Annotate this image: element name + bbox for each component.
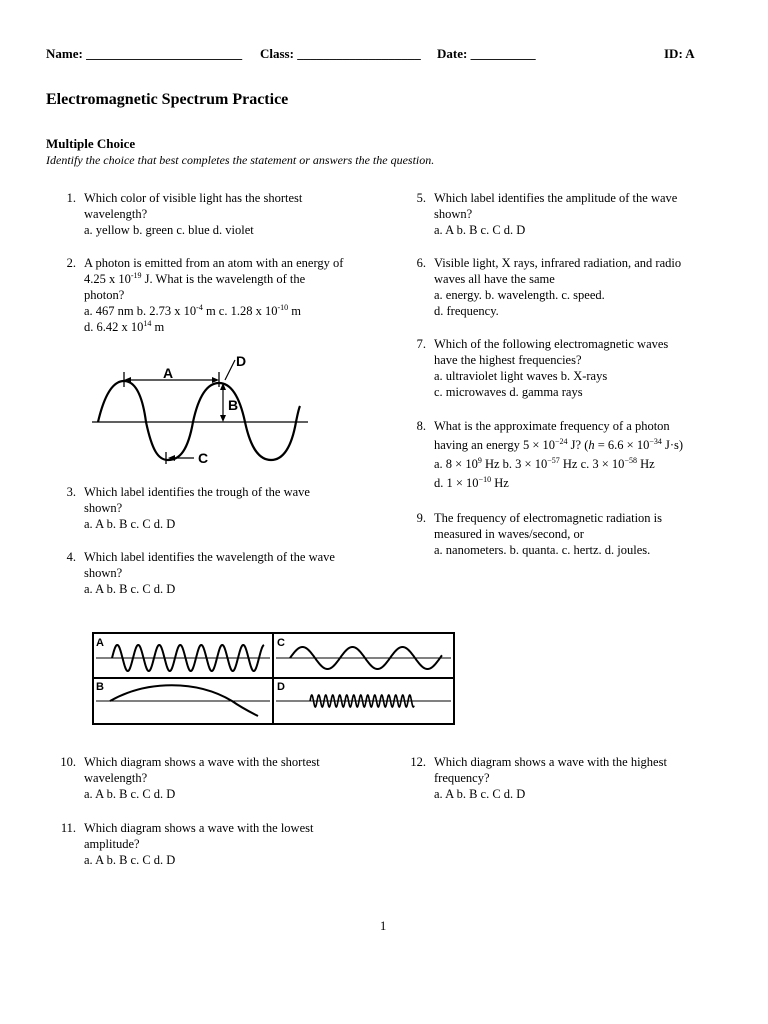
answer-choices: d. frequency. (434, 304, 499, 318)
label-d: D (236, 353, 247, 369)
question-text: Which label identifies the amplitude of the wave (434, 191, 678, 205)
question-text: Visible light, X rays, infrared radiation, and radio (434, 256, 682, 270)
id-label: ID: A (664, 46, 695, 61)
section-heading: Multiple Choice (46, 136, 136, 151)
question-number: 8. (416, 419, 426, 433)
question-number: 1. (66, 191, 76, 205)
question-text: shown? (84, 566, 123, 580)
question-number: 5. (416, 191, 426, 205)
question-text: amplitude? (84, 837, 140, 851)
panel-label-a: A (96, 637, 104, 649)
answer-choices: a. A b. B c. C d. D (84, 582, 176, 596)
wave-diagram (90, 352, 312, 470)
question-number: 7. (416, 337, 426, 351)
question-text: wavelength? (84, 207, 148, 221)
question-text: Which diagram shows a wave with the highest (434, 755, 667, 769)
question-text: Which color of visible light has the shortest (84, 191, 303, 205)
question-number: 9. (416, 511, 426, 525)
question-text: 4.25 x $10^{-19}$ J. What is the wavelength of the (84, 271, 306, 286)
answer-choices: a. A b. B c. C d. D (434, 787, 526, 801)
question-number: 10. (60, 755, 76, 769)
answer-choices: a. A b. B c. C d. D (84, 853, 176, 867)
question-text: Which diagram shows a wave with the shortest (84, 755, 320, 769)
answer-choices: a. A b. B c. C d. D (84, 517, 176, 531)
question-text: have the highest frequencies? (434, 353, 582, 367)
answer-choices: a. nanometers. b. quanta. c. hertz. d. joules. (434, 543, 651, 557)
question-text: What is the approximate frequency of a photon (434, 419, 670, 433)
section-instruction: Identify the choice that best completes the statement or answers the the question. (46, 153, 435, 167)
question-text: frequency? (434, 771, 490, 785)
question-text: The frequency of electromagnetic radiation is (434, 511, 663, 525)
answer-choices: a. ultraviolet light waves b. X-rays (434, 369, 608, 383)
question-text: wavelength? (84, 771, 148, 785)
question-text: photon? (84, 288, 125, 302)
wave-comparison-diagram (92, 632, 456, 726)
crest-pointer (225, 360, 235, 380)
label-a: A (163, 365, 174, 381)
answer-choices: d. 6.42 x $10^{14}$ m (84, 319, 165, 334)
class-field-label: Class: ___________________ (260, 46, 421, 61)
question-number: 2. (66, 256, 76, 270)
question-text: Which label identifies the wavelength of the wave (84, 550, 335, 564)
question-number: 6. (416, 256, 426, 270)
answer-choices: a. energy. b. wavelength. c. speed. (434, 288, 605, 302)
answer-choices: a. $8 \times 10^9$ Hz b. $3 \times 10^{-57}$ Hz c. $3 \times 10^{-58}$ Hz (434, 456, 655, 471)
question-text: Which of the following electromagnetic waves (434, 337, 669, 351)
question-text: Which diagram shows a wave with the lowest (84, 821, 314, 835)
answer-choices: c. microwaves d. gamma rays (434, 385, 583, 399)
label-b: B (228, 397, 239, 413)
answer-choices: d. $1 \times 10^{-10}$ Hz (434, 475, 509, 490)
question-text: having an energy $5 \times 10^{-24}$ J? ($h = 6.6 \times 10^{-34}$ J·s) (434, 437, 684, 452)
panel-label-b: B (96, 681, 104, 693)
question-text: waves all have the same (434, 272, 555, 286)
question-text: A photon is emitted from an atom with an energy of (84, 256, 344, 270)
question-number: 12. (410, 755, 426, 769)
question-text: measured in waves/second, or (434, 527, 584, 541)
question-number: 3. (66, 485, 76, 499)
question-text: shown? (434, 207, 473, 221)
answer-choices: a. 467 nm b. 2.73 x $10^{-4}$ m c. 1.28 x $10^{-10}$ m (84, 303, 302, 318)
answer-choices: a. yellow b. green c. blue d. violet (84, 223, 254, 237)
question-number: 11. (60, 821, 76, 835)
answer-choices: a. A b. B c. C d. D (84, 787, 176, 801)
arrowhead (220, 415, 226, 422)
answer-choices: a. A b. B c. C d. D (434, 223, 526, 237)
panel-label-c: C (277, 637, 285, 649)
page-title: Electromagnetic Spectrum Practice (46, 91, 289, 108)
question-number: 4. (66, 550, 76, 564)
question-text: Which label identifies the trough of the wave (84, 485, 310, 499)
panel-label-d: D (277, 681, 285, 693)
wave-curve (98, 381, 300, 460)
name-field-label: Name: ________________________ (46, 46, 243, 61)
label-c: C (198, 450, 209, 466)
page-number: 1 (380, 919, 387, 933)
question-text: shown? (84, 501, 123, 515)
date-field-label: Date: __________ (437, 46, 536, 61)
